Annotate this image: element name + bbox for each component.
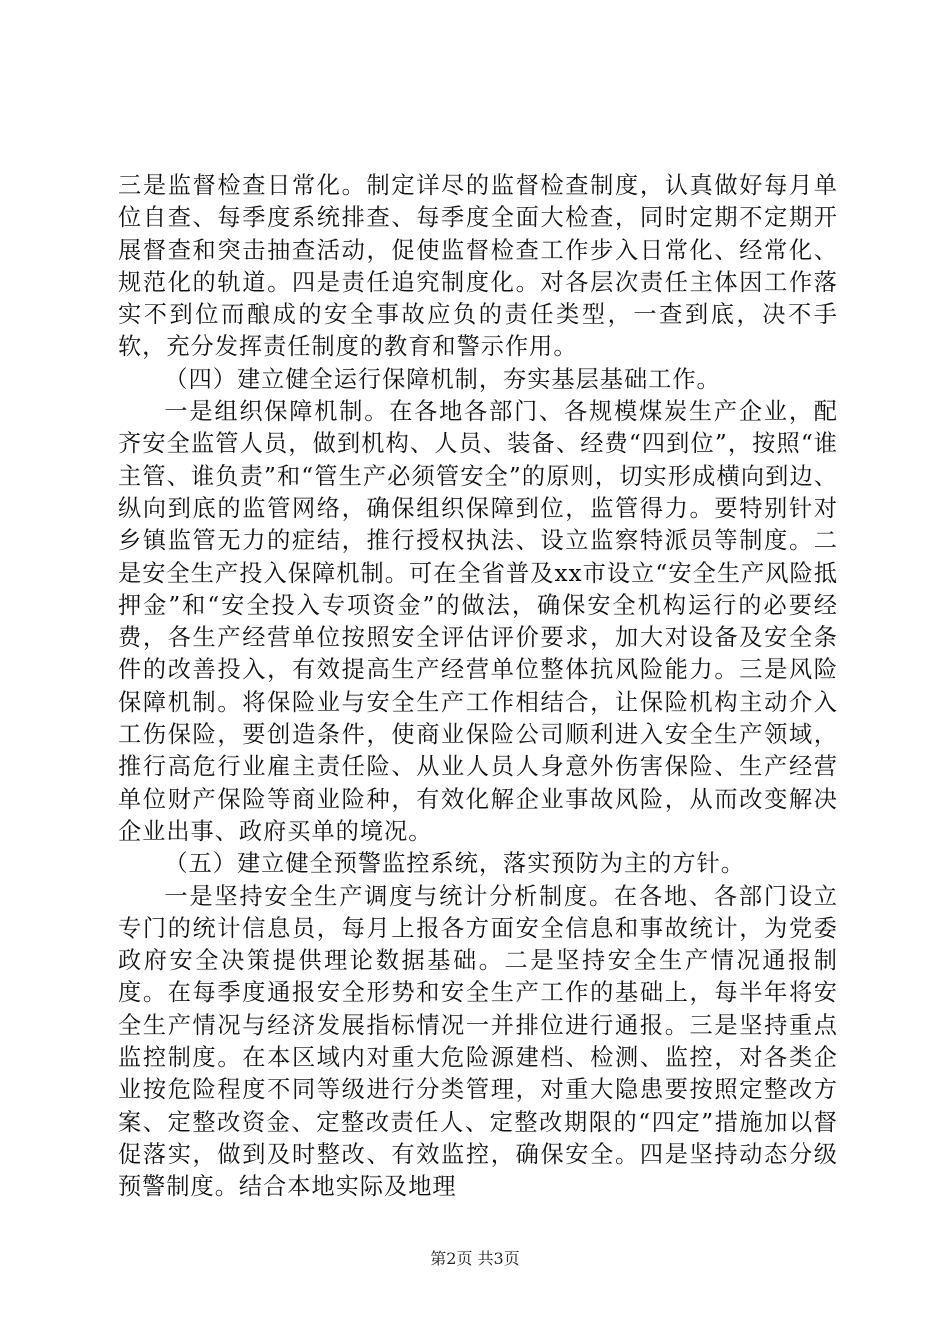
document-body <box>118 170 838 1204</box>
section-heading-five: （五）建立健全预警监控系统，落实预防为主的方针。 <box>164 850 745 878</box>
section-heading-four: （四）建立健全运行保障机制，夯实基层基础工作。 <box>164 365 721 393</box>
page-footer: 第2页 共3页 <box>430 1249 520 1268</box>
paragraph-early-warning: 一是坚持安全生产调度与统计分析制度。在各地、各部门设立专门的统计信息员，每月上报各方面安全信息和事故统计，为党委政府安全决策提供理论数据基础。二是坚持安全生产情况通报制度。在每季度通报安全形势和安全生产工作的基础上，每半年将安全生产情况与经济发展指标情况一并排位进行通报。三是坚持重点监控制度。在本区域内对重大危险源建档、检测、监控，对各类企业按危险程度不同等级进行分类管理，对重大隐患要按照定整改方案、定整改资金、定整改责任人、定整改期限的“四定”措施加以督促落实，做到及时整改、有效监控，确保安全。四是坚持动态分级预警制度。结合本地实际及地理 <box>118 882 838 1201</box>
paragraph-guarantee-mechanisms: 一是组织保障机制。在各地各部门、各规模煤炭生产企业，配齐安全监管人员，做到机构、人员、装备、经费“四到位”，按照“谁主管、谁负责”和“管生产必须管安全”的原则，切实形成横向到边、纵向到底的监管网络，确保组织保障到位，监管得力。要特别针对乡镇监管无力的症结，推行授权执法、设立监察特派员等制度。二是安全生产投入保障机制。可在全省普及xx市设立“安全生产风险抵押金”和“安全投入专项资金”的做法，确保安全机构运行的必要经费，各生产经营单位按照安全评估评价要求，加大对设备及安全条件的改善投入，有效提高生产经营单位整体抗风险能力。三是风险保障机制。将保险业与安全生产工作相结合，让保险机构主动介入工伤保险，要创造条件，使商业保险公司顺利进入安全生产领域，推行高危行业雇主责任险、从业人员人身意外伤害保险、生产经营单位财产保险等商业险种，有效化解企业事故风险，从而改变解决企业出事、政府买单的境况。 <box>118 398 838 845</box>
paragraph-supervision-responsibility: 三是监督检查日常化。制定详尽的监督检查制度，认真做好每月单位自查、每季度系统排查、每季度全面大检查，同时定期不定期开展督查和突击抽查活动，促使监督检查工作步入日常化、经常化、规范化的轨道。四是责任追究制度化。对各层次责任主体因工作落实不到位而酿成的安全事故应负的责任类型，一查到底，决不手软，充分发挥责任制度的教育和警示作用。 <box>118 172 838 361</box>
